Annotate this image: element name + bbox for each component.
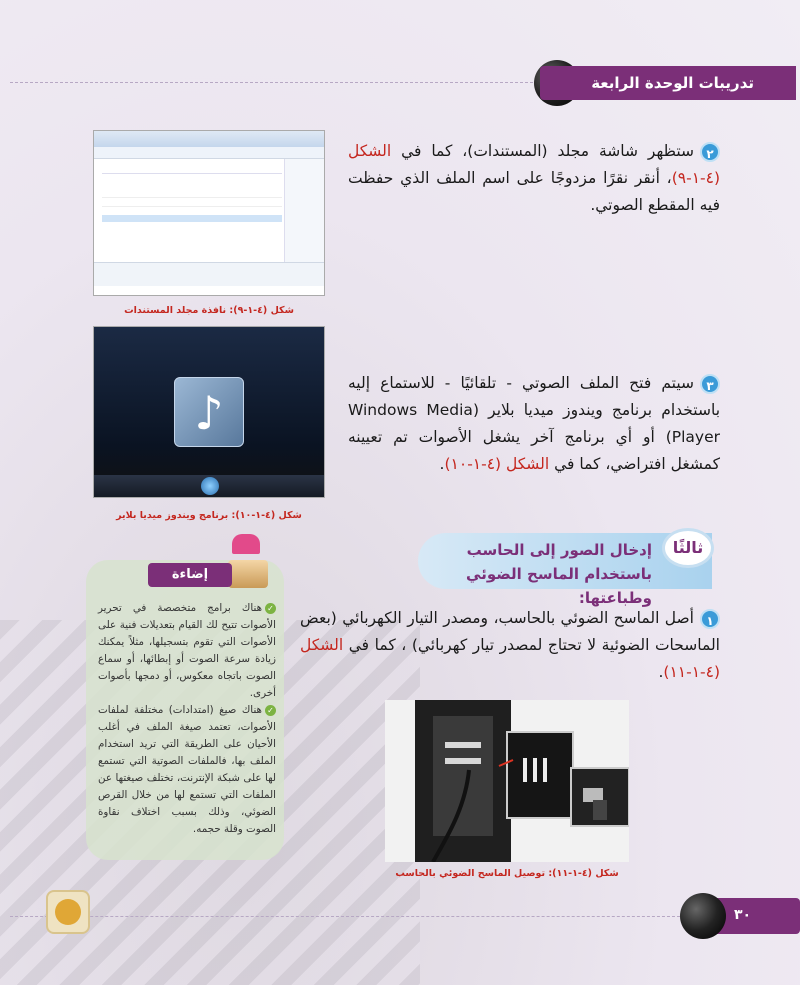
computer-case-illustration	[385, 700, 629, 862]
unit-header	[540, 66, 796, 100]
step-2-paragraph: ٢ستظهر شاشة مجلد (المستندات)، كما في الشكل (٤-١-٩)، أنقر نقرًا مزدوجًا على اسم الملف الذي حفظت فيه المقطع الصوتي.	[348, 142, 720, 214]
play-pause-icon	[201, 477, 219, 495]
scanner-connection-photo	[385, 700, 629, 862]
window-title-bar	[94, 131, 324, 147]
publisher-logo	[46, 890, 90, 934]
page-number: ٣٠	[734, 907, 752, 923]
tip-banner: إضاءة	[148, 563, 232, 587]
tip-note-1: ✓هناك برامج متخصصة في تحرير الأصوات تتيح لك القيام بتعديلات فنية على الأصوات التي تقوم بتسجيلها، مثلاً يمكنك زيادة سرعة الصوت أو إبطائها، أو سماع الصوت باتجاه معكوس، أو دمجها بأصوات أخرى.	[98, 602, 276, 699]
figure-9-caption: شكل (٤-١-٩): نافذة مجلد المستندات	[124, 305, 294, 316]
playback-controls	[94, 475, 324, 497]
figure-reference: الشكل (٤-١-١١)	[300, 636, 720, 681]
check-icon: ✓	[265, 705, 276, 716]
figure-10-caption: شكل (٤-١-١٠): برنامج ويندوز ميديا بلاير	[116, 510, 302, 521]
documents-window-screenshot	[93, 130, 325, 296]
step-3-paragraph: ٣سيتم فتح الملف الصوتي - تلقائيًا - للاستماع إليه باستخدام برنامج ويندوز ميديا بلاير (Windows Media Player) أو أي برنامج آخر يشغل الأصوات تم تعيينه كمشغل افتراضي، كما في الشكل (٤-١-١٠).	[348, 374, 721, 473]
section-badge: ثالثًا	[662, 528, 714, 568]
footer-knob	[680, 893, 726, 939]
figure-reference: الشكل (٤-١-٩)	[348, 142, 720, 187]
step-number-badge: ١	[700, 609, 720, 629]
window-toolbar	[94, 147, 324, 159]
figure-reference: الشكل (٤-١-١٠)	[444, 455, 550, 473]
unit-title: تدريبات الوحدة الرابعة	[591, 74, 754, 92]
step-number-badge: ٢	[700, 142, 720, 162]
book-icon	[228, 560, 268, 588]
check-icon: ✓	[265, 603, 276, 614]
navigation-pane	[284, 159, 324, 262]
lamp-icon	[232, 534, 260, 554]
tip-note-2: ✓هناك صيغ (امتدادات) مختلفة لملفات الأصوات، تعتمد صيغة الملف في أغلب الأحيان على الطريقة التي تريد استخدام الملف بها، فالملفات الصوتية التي تستمع لها على شبكة الإنترنت، تختلف صيغتها عن الملفات التي تستمع لها من خلال القرص الضوئي، وذلك بسبب اختلاف نقاوة الصوت وقلة حجمه.	[98, 704, 276, 835]
step-number-badge: ٣	[700, 374, 720, 394]
media-player-screenshot	[93, 326, 325, 498]
step-1-paragraph: ١أصل الماسح الضوئي بالحاسب، ومصدر التيار الكهربائي (بعض الماسحات الضوئية لا تحتاج لمصدر تيار كهربائي) ، كما في الشكل (٤-١-١١).	[300, 609, 720, 681]
figure-11-caption: شكل (٤-١-١١): توصيل الماسح الضوئي بالحاسب	[395, 868, 619, 879]
section-title: إدخال الصور إلى الحاسب باستخدام الماسح الضوئي وطباعتها:	[466, 541, 652, 607]
file-list	[94, 159, 284, 262]
header-divider	[10, 82, 538, 83]
music-note-icon: ♪	[174, 377, 244, 447]
details-pane	[94, 262, 324, 286]
footer-divider	[10, 916, 680, 917]
